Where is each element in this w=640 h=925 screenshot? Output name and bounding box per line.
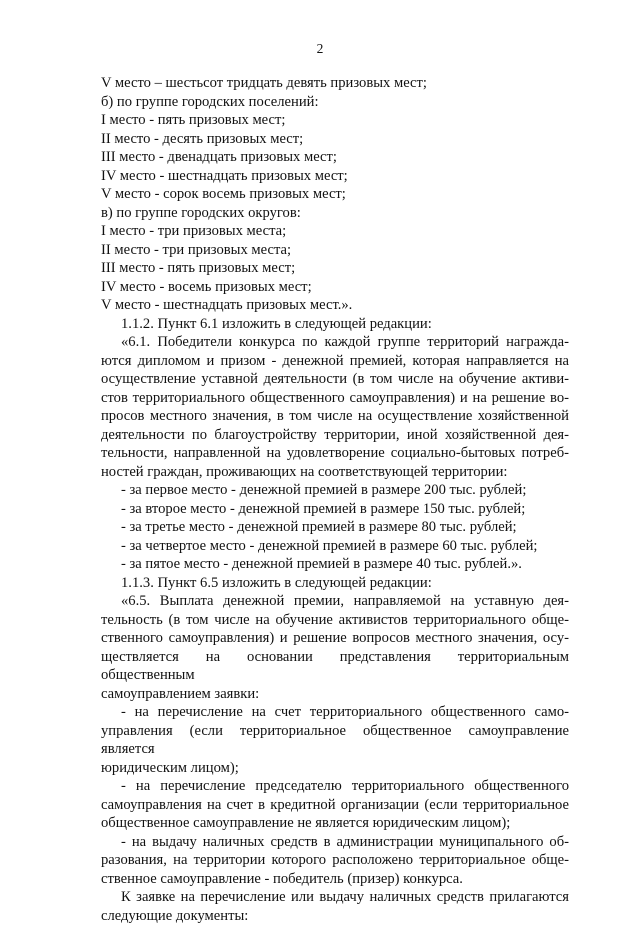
text-line: 1.1.2. Пункт 6.1 изложить в следующей редакции: [101, 315, 569, 334]
text-line: - за второе место - денежной премией в размере 150 тыс. рублей; [101, 500, 569, 519]
text-line: стов территориального общественного самоуправления) и на решение во- [101, 389, 569, 408]
document-body [101, 74, 569, 925]
text-line: «6.1. Победители конкурса по каждой группе территорий награжда- [101, 333, 569, 352]
text-line: IV место - восемь призовых мест; [101, 278, 569, 297]
text-line: следующие документы: [101, 907, 569, 925]
text-line: просов местного значения, в том числе на осуществление хозяйственной [101, 407, 569, 426]
text-line: К заявке на перечисление или выдачу наличных средств прилагаются [101, 888, 569, 907]
text-line: самоуправления на счет в кредитной организации (если территориальное [101, 796, 569, 815]
text-line: «6.5. Выплата денежной премии, направляемой на уставную дея- [101, 592, 569, 611]
text-line: - за четвертое место - денежной премией в размере 60 тыс. рублей; [101, 537, 569, 556]
text-line: управления (если территориальное общественное самоуправление является [101, 722, 569, 759]
text-line: V место – шестьсот тридцать девять призовых мест; [101, 74, 569, 93]
text-line: общественное самоуправление не является юридическим лицом); [101, 814, 569, 833]
text-line: ществляется на основании представления территориальным общественным [101, 648, 569, 685]
text-line: - за первое место - денежной премией в размере 200 тыс. рублей; [101, 481, 569, 500]
text-line: тельности, направленной на удовлетворение социально-бытовых потреб- [101, 444, 569, 463]
page-number: 2 [0, 40, 640, 58]
text-line: юридическим лицом); [101, 759, 569, 778]
text-line: IV место - шестнадцать призовых мест; [101, 167, 569, 186]
text-line: осуществление уставной деятельности (в том числе на обучение активи- [101, 370, 569, 389]
text-line: в) по группе городских округов: [101, 204, 569, 223]
text-line: III место - пять призовых мест; [101, 259, 569, 278]
text-line: - на перечисление на счет территориального общественного само- [101, 703, 569, 722]
text-line: - на выдачу наличных средств в администрации муниципального об- [101, 833, 569, 852]
text-line: II место - десять призовых мест; [101, 130, 569, 149]
text-line: тельность (в том числе на обучение активистов территориального обще- [101, 611, 569, 630]
text-line: - за пятое место - денежной премией в размере 40 тыс. рублей.». [101, 555, 569, 574]
text-line: ностей граждан, проживающих на соответствующей территории: [101, 463, 569, 482]
text-line: III место - двенадцать призовых мест; [101, 148, 569, 167]
text-line: I место - пять призовых мест; [101, 111, 569, 130]
text-line: - на перечисление председателю территориального общественного [101, 777, 569, 796]
text-line: ственного самоуправления) и решение вопросов местного значения, осу- [101, 629, 569, 648]
text-line: - за третье место - денежной премией в размере 80 тыс. рублей; [101, 518, 569, 537]
text-line: ются дипломом и призом - денежной премией, которая направляется на [101, 352, 569, 371]
text-line: ственное самоуправление - победитель (призер) конкурса. [101, 870, 569, 889]
text-line: V место - шестнадцать призовых мест.». [101, 296, 569, 315]
text-line: деятельности по благоустройству территории, иной хозяйственной дея- [101, 426, 569, 445]
text-line: I место - три призовых места; [101, 222, 569, 241]
text-line: II место - три призовых места; [101, 241, 569, 260]
text-line: V место - сорок восемь призовых мест; [101, 185, 569, 204]
text-line: б) по группе городских поселений: [101, 93, 569, 112]
text-line: самоуправлением заявки: [101, 685, 569, 704]
text-line: разования, на территории которого расположено территориальное обще- [101, 851, 569, 870]
text-line: 1.1.3. Пункт 6.5 изложить в следующей редакции: [101, 574, 569, 593]
